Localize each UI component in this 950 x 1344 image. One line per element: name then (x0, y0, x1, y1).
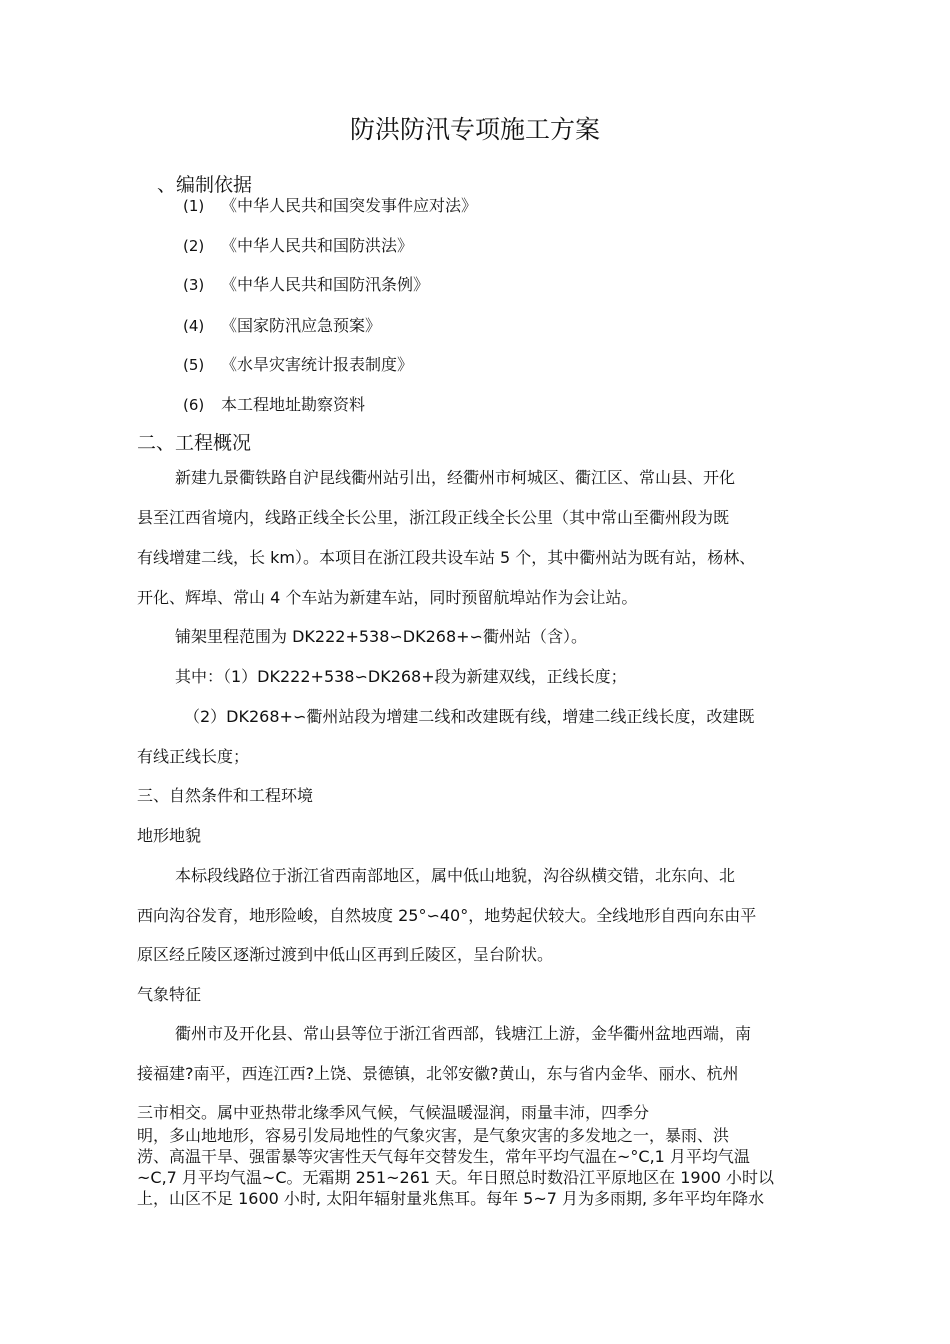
basis-item (183, 392, 365, 415)
paragraph-line: 有线正线长度； (137, 747, 250, 766)
section-heading-environment: 三、自然条件和工程环境 (137, 786, 314, 805)
basis-item-number: (4) (183, 317, 205, 335)
page-title: 防洪防汛专项施工方案 (349, 115, 600, 144)
basis-item-number: (1) (183, 197, 205, 215)
basis-item (183, 313, 381, 336)
basis-item-number: (2) (183, 237, 205, 255)
paragraph-line: 本标段线路位于浙江省西南部地区，属中低山地貌，沟谷纵横交错，北东向、北 (175, 866, 736, 885)
basis-item (183, 233, 413, 256)
paragraph-line: 新建九景衢铁路自沪昆线衢州站引出，经衢州市柯城区、衢江区、常山县、开化 (175, 468, 736, 487)
paragraph-line: 原区经丘陵区逐渐过渡到中低山区再到丘陵区，呈台阶状。 (137, 945, 554, 964)
section-heading-overview: 二、工程概况 (137, 432, 252, 454)
paragraph-line: 接福建?南平，西连江西?上饶、景德镇，北邻安徽?黄山，东与省内金华、丽水、杭州 (137, 1064, 739, 1083)
paragraph-line: 开化、辉埠、常山 4 个车站为新建车站，同时预留航埠站作为会让站。 (137, 588, 638, 607)
basis-item-number: (5) (183, 356, 205, 374)
basis-item-text: 《国家防汛应急预案》 (221, 316, 382, 335)
basis-item-text: 本工程地址勘察资料 (221, 395, 366, 414)
paragraph-line: 衢州市及开化县、常山县等位于浙江省西部，钱塘江上游，金华衢州盆地西端，南 (175, 1024, 752, 1043)
basis-item-number: (6) (183, 396, 205, 414)
basis-item (183, 352, 413, 375)
paragraph-line: 三市相交。属中亚热带北缘季风气候，气候温暖湿润，雨量丰沛，四季分 (137, 1103, 650, 1122)
paragraph-line: 明，多山地地形，容易引发局地性的气象灾害，是气象灾害的多发地之一，暴雨、洪 (137, 1126, 730, 1145)
paragraph-line: 铺架里程范围为 DK222+538∽DK268+∽衢州站（含）。 (175, 627, 587, 646)
paragraph-line: 有线增建二线，长 km）。本项目在浙江段共设车站 5 个，其中衢州站为既有站，杨林、 (137, 548, 756, 567)
section-heading-basis: 、编制依据 (157, 174, 253, 196)
basis-item-text: 《水旱灾害统计报表制度》 (221, 355, 414, 374)
subheading-climate: 气象特征 (137, 985, 202, 1004)
basis-item-number: (3) (183, 276, 205, 294)
paragraph-line: 西向沟谷发育，地形险峻，自然坡度 25°∽40°，地势起伏较大。全线地形自西向东由平 (137, 906, 757, 925)
paragraph-line: 上，山区不足 1600 小时, 太阳年辐射量兆焦耳。每年 5~7 月为多雨期, 多年平均年降水 (137, 1189, 765, 1208)
basis-item (183, 272, 429, 295)
paragraph-line: （2）DK268+∽衢州站段为增建二线和改建既有线，增建二线正线长度，改建既 (184, 707, 755, 726)
paragraph-line: ~C,7 月平均气温~C。无霜期 251~261 天。年日照总时数沿江平原地区在 1900 小时以 (137, 1168, 775, 1187)
basis-item-text: 《中华人民共和国突发事件应对法》 (221, 196, 478, 215)
basis-item-text: 《中华人民共和国防汛条例》 (221, 275, 430, 294)
basis-item (183, 193, 477, 216)
basis-item-text: 《中华人民共和国防洪法》 (221, 236, 414, 255)
paragraph-line: 涝、高温干旱、强雷暴等灾害性天气每年交替发生，常年平均气温在~°C,1 月平均气温 (137, 1147, 750, 1166)
paragraph-line: 县至江西省境内，线路正线全长公里，浙江段正线全长公里（其中常山至衢州段为既 (137, 508, 730, 527)
paragraph-line: 其中：（1）DK222+538∽DK268+段为新建双线，正线长度； (175, 667, 627, 686)
subheading-terrain: 地形地貌 (137, 826, 202, 845)
